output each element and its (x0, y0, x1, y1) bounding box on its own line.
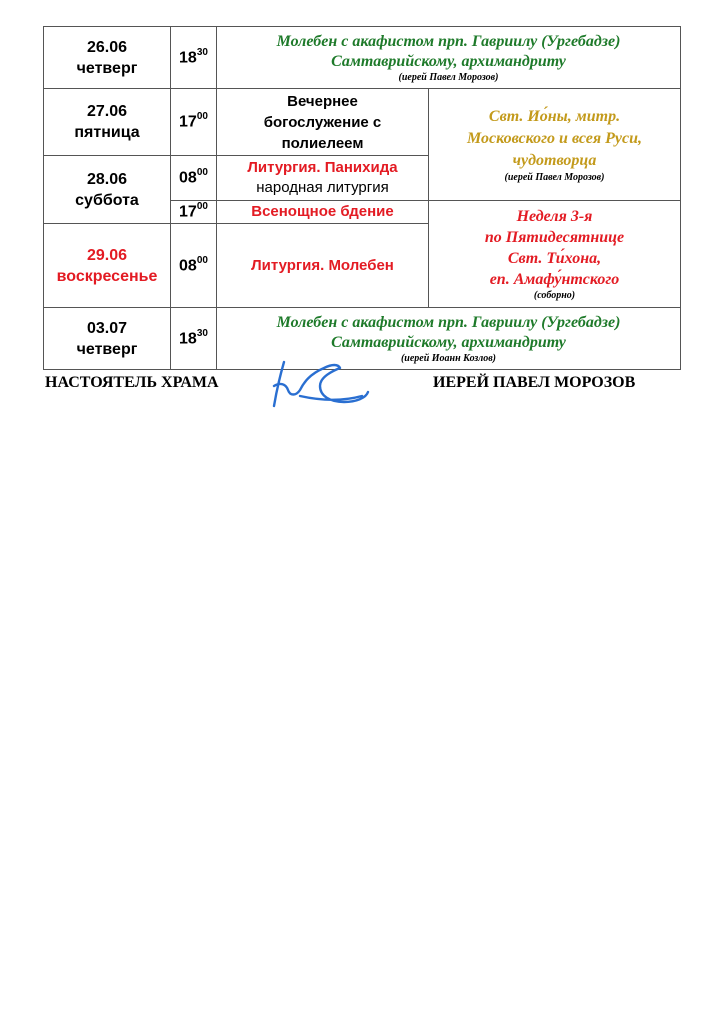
time-hour: 08 (179, 169, 197, 187)
feast-note: (иерей Павел Морозов) (504, 171, 605, 183)
time-cell (171, 89, 217, 156)
time-minute: 30 (196, 327, 208, 339)
feast-title: Свт. Ио́ны, митр. (488, 107, 621, 125)
weekday: суббота (75, 191, 139, 209)
time-minute: 30 (196, 46, 208, 58)
event-title-cont: Самтаврийскому, архимандриту (331, 52, 566, 70)
time-hour: 17 (179, 203, 197, 221)
table-row (44, 89, 681, 156)
event-cell (217, 27, 681, 89)
event-cell (217, 156, 429, 201)
feast-title-cont: Московского и всея Руси, (467, 129, 642, 147)
date: 29.06 (86, 246, 128, 264)
rector-name: ИЕРЕЙ ПАВЕЛ МОРОЗОВ (433, 374, 636, 391)
time-minute: 00 (196, 201, 208, 213)
date: 03.07 (86, 319, 128, 337)
weekday: четверг (76, 340, 138, 358)
event-subtitle: народная литургия (256, 179, 389, 196)
time-cell (171, 27, 217, 89)
date: 27.06 (86, 103, 128, 120)
time-cell (171, 224, 217, 308)
date-cell (44, 308, 171, 370)
time-hour: 18 (179, 330, 197, 348)
date-cell (44, 27, 171, 89)
event-title-cont: полиелеем (281, 134, 364, 152)
date-cell (44, 156, 171, 224)
table-row (44, 27, 681, 89)
time-hour: 18 (179, 49, 197, 67)
event-title: Литургия. Молебен (251, 256, 394, 274)
weekday: четверг (76, 59, 138, 77)
event-cell (217, 201, 429, 224)
time-minute: 00 (196, 167, 208, 179)
feast-cell (429, 201, 681, 308)
event-note: (иерей Иоанн Козлов) (400, 352, 497, 364)
feast-title-cont: Свт. Ти́хона, (507, 250, 602, 267)
schedule-table (43, 26, 681, 370)
date: 26.06 (86, 38, 128, 56)
event-title: Вечернее (287, 92, 358, 110)
feast-note: (соборно) (533, 290, 576, 301)
time-hour: 08 (179, 257, 197, 275)
time-minute: 00 (196, 111, 208, 123)
time-minute: 00 (196, 254, 208, 266)
event-title: Всенощное бдение (251, 203, 394, 220)
feast-title-cont: по Пятидесятнице (484, 229, 625, 246)
event-title-cont: Самтаврийскому, архимандриту (331, 333, 566, 351)
event-cell (217, 224, 429, 308)
time-cell (171, 308, 217, 370)
event-note: (иерей Павел Морозов) (398, 71, 499, 83)
feast-title-cont: еп. Амафу́нтского (489, 271, 620, 288)
weekday: пятница (74, 124, 140, 141)
rector-title: НАСТОЯТЕЛЬ ХРАМА (45, 374, 219, 391)
date-cell (44, 224, 171, 308)
feast-cell (429, 89, 681, 201)
event-title: Молебен с акафистом прп. Гавриилу (Ургебадзе) (276, 313, 621, 331)
feast-title: Неделя 3-я (516, 208, 593, 225)
time-cell (171, 201, 217, 224)
event-title: Молебен с акафистом прп. Гавриилу (Ургебадзе) (276, 32, 621, 50)
date: 28.06 (86, 170, 128, 188)
feast-title-cont: чудотворца (512, 151, 597, 169)
date-cell (44, 89, 171, 156)
time-hour: 17 (179, 113, 197, 131)
weekday: воскресенье (56, 267, 158, 285)
event-title: Литургия. Панихида (247, 159, 398, 176)
event-cell (217, 89, 429, 156)
signature (270, 356, 370, 412)
time-cell (171, 156, 217, 201)
event-title-cont: богослужение с (263, 113, 382, 131)
